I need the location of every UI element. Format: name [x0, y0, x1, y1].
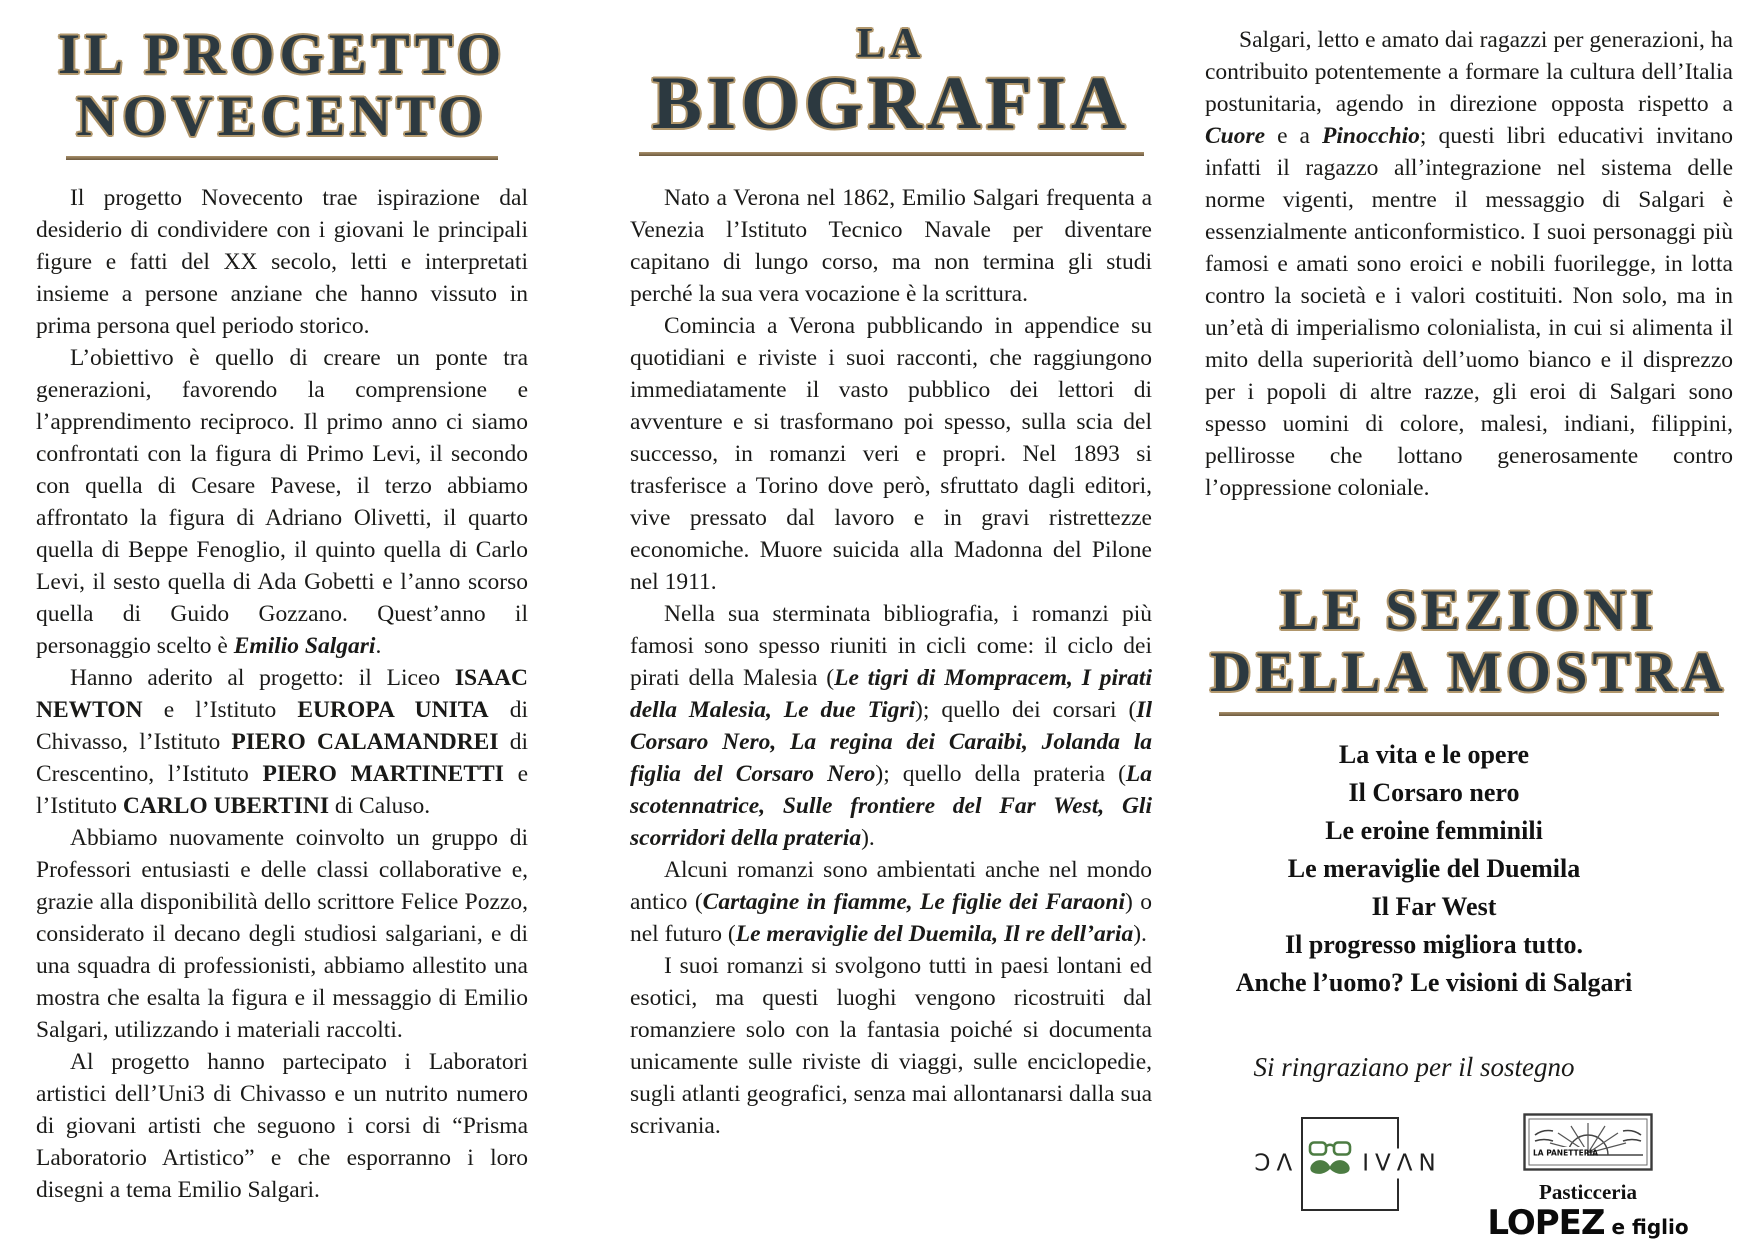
column-project: [36, 24, 528, 1206]
biography-paragraph-5: I suoi romanzi si svolgono tutti in paesi lontani ed esotici, ma questi luoghi vengono ricostruiti dal romanziere solo con la fantasia poiché si documenta unicamente sulle riviste di viaggi, sulle enciclopedie, sugli atlanti geografici, senza mai allontanarsi dalla sua scrivania.: [630, 953, 1152, 1139]
biography-paragraph-2: Comincia a Verona pubblicando in appendice su quotidiani e riviste i suoi racconti, che raggiungono immediatamente il vasto pubblico dei lettori di avventure e si trasformano poi spesso, sulla scia del successo, in romanzi veri e propri. Nel 1893 si trasferisce a Torino dove però, sfruttato dagli editori, vive pressato dal lavoro e in gravi ristrettezze economiche. Muore suicida alla Madonna del Pilone nel 1911.: [630, 313, 1152, 595]
lopez-name: LOPEZ: [1487, 1203, 1605, 1241]
da-ivan-text-left: ƆΛ: [1254, 1150, 1299, 1176]
lopez-suffix: e figlio: [1611, 1215, 1689, 1239]
biography-header: [630, 21, 1152, 156]
section-item: Anche l’uomo? Le visioni di Salgari: [1235, 968, 1633, 997]
panetteria-sunrise-icon: [1523, 1148, 1653, 1175]
project-paragraph-3: Hanno aderito al progetto: il Liceo ISAAC NEWTON e l’Istituto EUROPA UNITA di Chivasso, l’Istituto PIERO CALAMANDREI di Crescentino, l’Istituto PIERO MARTINETTI e l’Istituto CARLO UBERTINI di Caluso.: [36, 665, 529, 819]
section-item: La vita e le opere: [1338, 740, 1530, 769]
da-ivan-row: [1254, 1140, 1442, 1187]
project-title-underline: [66, 156, 498, 160]
project-paragraph-5: Al progetto hanno partecipato i Laboratori artistici dell’Uni3 di Chivasso e un nutrito numero di giovani artisti che seguono i corsi di “Prisma Laboratorio Artistico” e che esporranno i loro disegni a tema Emilio Salgari.: [36, 1049, 528, 1203]
exhibition-lower: [1205, 579, 1733, 1241]
exhibition-intro-paragraph: Salgari, letto e amato dai ragazzi per generazioni, ha contribuito potentemente a formare la cultura dell’Italia postunitaria, agendo in direzione opposta rispetto a Cuore e a Pinocchio; questi libri educativi invitano infatti il ragazzo all’integrazione nel sistema delle norme vigenti, mentre il messaggio di Salgari è essenzialmente anticonformistico. I suoi personaggi più famosi e amati sono eroici e nobili fuorilegge, in lotta contro la società e i valori costituiti. Non solo, ma in un’età di imperialismo colonialista, in cui si alimenta il mito della superiorità dell’uomo bianco e il disprezzo per i popoli di altre razze, gli eroi di Salgari sono spesso uomini di colore, malesi, indiani, filippini, pellirosse che lottano generosamente contro l’oppressione coloniale.: [1205, 27, 1733, 501]
section-item: Le eroine femminili: [1325, 816, 1543, 845]
section-item: Il progresso migliora tutto.: [1284, 930, 1584, 959]
biography-paragraph-4: Alcuni romanzi sono ambientati anche nel mondo antico (Cartagine in fiamme, Le figlie dei Faraoni) o nel futuro (Le meraviglie del Duemila, Il re dell’aria).: [630, 857, 1153, 947]
project-body: [36, 182, 528, 1206]
section-item: Il Far West: [1371, 892, 1497, 921]
column-biography: [630, 21, 1153, 1142]
sections-header: [1205, 580, 1733, 716]
pasticceria-label: Pasticceria: [1539, 1180, 1637, 1204]
sections-title-underline: [1219, 712, 1719, 716]
exhibition-intro: [1205, 24, 1733, 504]
logo-da-ivan: [1254, 1113, 1442, 1213]
logo-lopez: [1473, 1113, 1703, 1241]
project-paragraph-4: Abbiamo nuovamente coinvolto un gruppo di Professori entusiasti e delle classi collaborative e, grazie alla disponibilità dello scrittore Felice Pozzo, considerato il decano degli studiosi salgariani, e di una squadra di professionisti, abbiamo allestito una mostra che esalta la figura e il messaggio di Emilio Salgari, utilizzando i materiali raccolti.: [36, 825, 528, 1043]
lopez-name-row: [1473, 1203, 1703, 1241]
biography-body: [630, 182, 1152, 1142]
thanks-line: Si ringraziano per il sostegno: [1253, 1052, 1575, 1082]
biography-paragraph-1: Nato a Verona nel 1862, Emilio Salgari frequenta a Venezia l’Istituto Tecnico Navale per diventare capitano di lungo corso, ma non termina gli studi perché la sua vera vocazione è la scrittura.: [630, 185, 1152, 307]
biography-title-small: LA: [856, 21, 926, 67]
project-paragraph-2: L’obiettivo è quello di creare un ponte tra generazioni, favorendo la comprensione e l’apprendimento reciproco. Il primo anno ci siamo confrontati con la figura di Primo Levi, il secondo con quella di Cesare Pavese, il terzo abbiamo affrontato la figura di Adriano Olivetti, il quarto quella di Beppe Fenoglio, il quinto quella di Carlo Levi, il sesto quella di Ada Gobetti e l’anno scorso quella di Guido Gozzano. Quest’anno il personaggio scelto è Emilio Salgari.: [36, 345, 528, 659]
sections-list: [1205, 736, 1733, 1002]
section-item: Le meraviglie del Duemila: [1287, 854, 1581, 883]
glasses-mustache-icon: [1307, 1140, 1353, 1187]
panetteria-label: LA PANETTERIA: [1533, 1148, 1599, 1158]
sections-title-line1: LE SEZIONI: [1280, 579, 1658, 642]
project-title-line1: IL PROGETTO: [57, 23, 507, 86]
section-item: Il Corsaro nero: [1348, 778, 1520, 807]
sponsor-logos: [1205, 1113, 1733, 1241]
sections-title-line2: DELLA MOSTRA: [1210, 641, 1728, 704]
biography-title-large: BIOGRAFIA: [651, 62, 1131, 145]
biography-paragraph-3: Nella sua sterminata bibliografia, i romanzi più famosi sono spesso riuniti in cicli come: il ciclo dei pirati della Malesia (Le tigri di Mompracem, I pirati della Malesia, Le due Tigri); quello dei corsari (Il Corsaro Nero, La regina dei Caraibi, Jolanda la figlia del Corsaro Nero); quello della prateria (La scotennatrice, Sulle frontiere del Far West, Gli scorridori della prateria).: [630, 601, 1153, 851]
project-title-line2: NOVECENTO: [76, 85, 488, 148]
da-ivan-text-right: IVΛN: [1362, 1150, 1442, 1176]
biography-title-underline: [639, 152, 1144, 156]
project-header: [36, 24, 528, 160]
project-paragraph-1: Il progetto Novecento trae ispirazione dal desiderio di condividere con i giovani le principali figure e fatti del XX secolo, letti e interpretati insieme a persone anziane che hanno vissuto in prima persona quel periodo storico.: [36, 185, 528, 339]
column-exhibition: [1205, 24, 1733, 1241]
